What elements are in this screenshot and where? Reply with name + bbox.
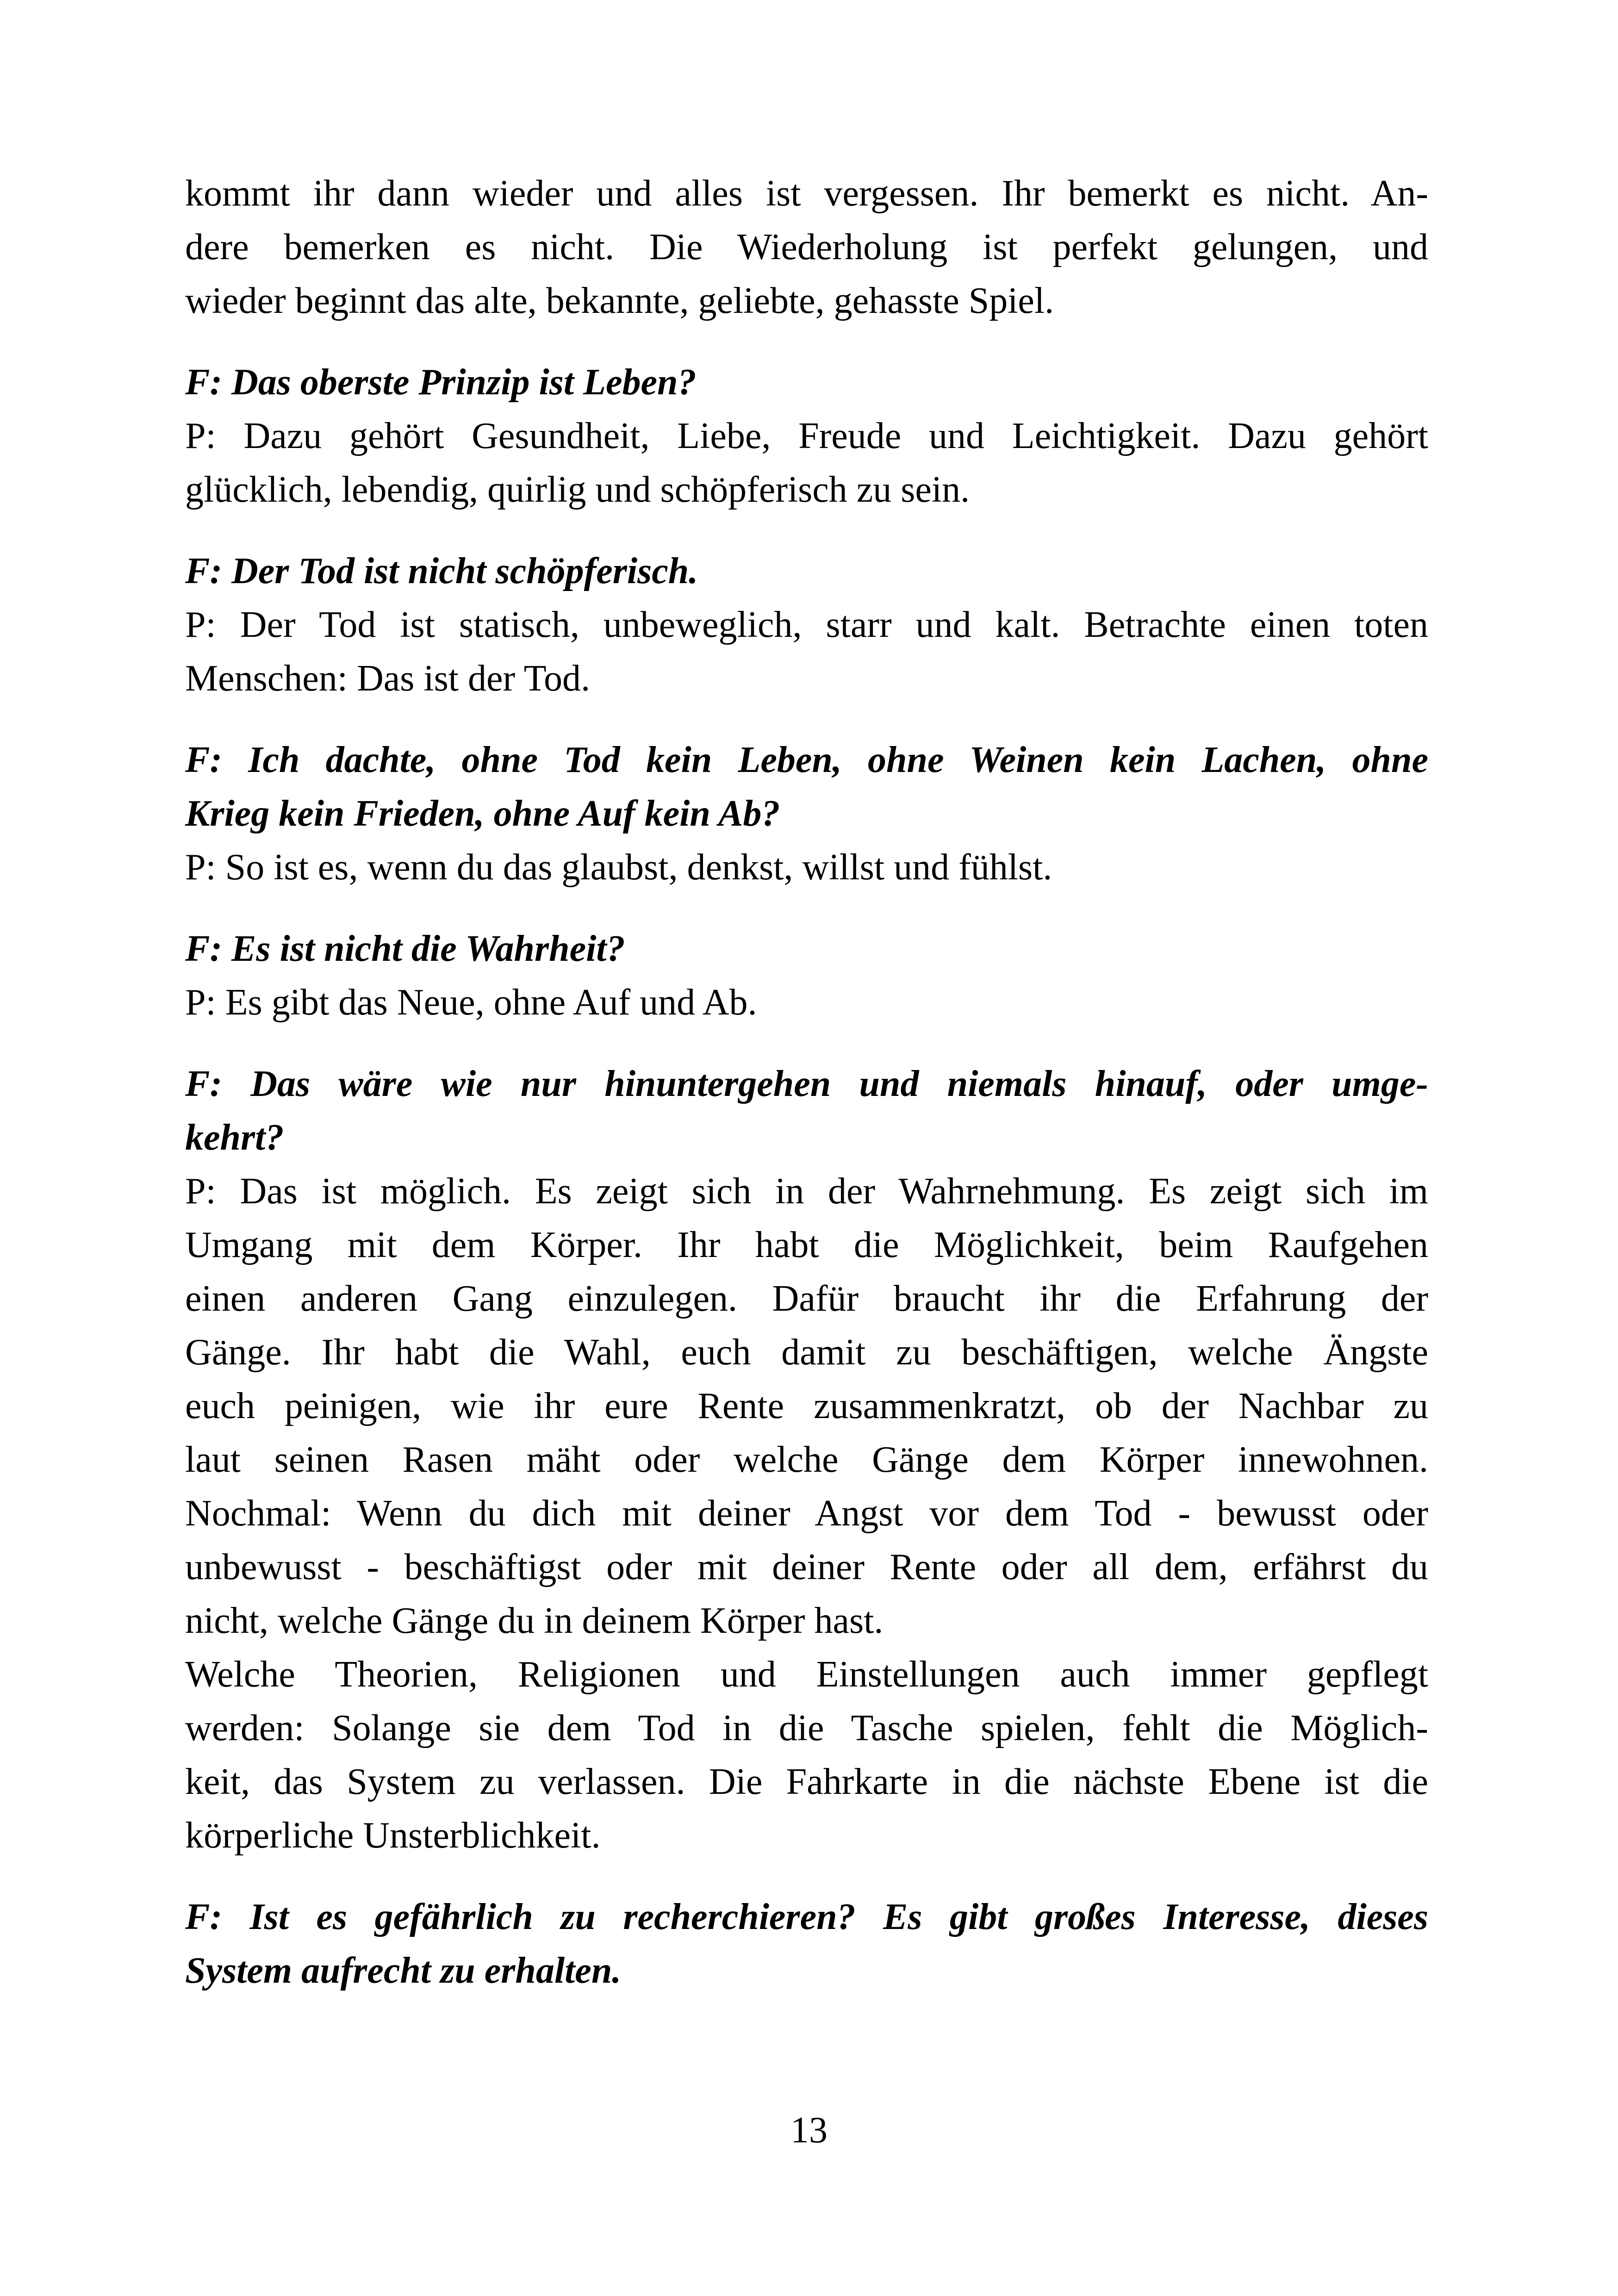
question-line: F: Ist es gefährlich zu recherchieren? Es gibt großes Interesse, dieses bbox=[185, 1897, 1428, 1937]
question-line: System aufrecht zu erhalten. bbox=[185, 1950, 622, 1991]
answer-line: P: Das ist möglich. Es zeigt sich in der Wahrnehmung. Es zeigt sich im bbox=[185, 1171, 1428, 1212]
question-line: F: Das wäre wie nur hinuntergehen und niemals hinauf, oder umge- bbox=[185, 1064, 1428, 1104]
question-line: F: Ich dachte, ohne Tod kein Leben, ohne Weinen kein Lachen, ohne bbox=[185, 740, 1428, 780]
text-line: dere bemerken es nicht. Die Wiederholung ist perfekt gelungen, und bbox=[185, 227, 1428, 268]
answer-line: unbewusst - beschäftigst oder mit deiner Rente oder all dem, erfährst du bbox=[185, 1547, 1428, 1587]
dialogue-block-6 bbox=[185, 1890, 1428, 1997]
answer-line: nicht, welche Gänge du in deinem Körper hast. bbox=[185, 1600, 884, 1641]
answer-line: Menschen: Das ist der Tod. bbox=[185, 658, 590, 699]
answer-line: glücklich, lebendig, quirlig und schöpferisch zu sein. bbox=[185, 469, 970, 510]
question-line: F: Der Tod ist nicht schöpferisch. bbox=[185, 551, 698, 591]
question-line: kehrt? bbox=[185, 1117, 284, 1158]
dialogue-block-3 bbox=[185, 733, 1428, 894]
answer-line: P: Der Tod ist statisch, unbeweglich, starr und kalt. Betrachte einen toten bbox=[185, 604, 1428, 645]
dialogue-block-4 bbox=[185, 922, 1428, 1029]
answer bbox=[185, 598, 1428, 705]
text-line: kommt ihr dann wieder und alles ist vergessen. Ihr bemerkt es nicht. An- bbox=[185, 173, 1428, 214]
answer-line: P: Dazu gehört Gesundheit, Liebe, Freude und Leichtigkeit. Dazu gehört bbox=[185, 416, 1428, 456]
page-number: 13 bbox=[790, 2110, 828, 2151]
question bbox=[185, 355, 1428, 409]
answer bbox=[185, 1164, 1428, 1648]
dialogue-block-2 bbox=[185, 544, 1428, 705]
question bbox=[185, 922, 1428, 976]
answer-line: keit, das System zu verlassen. Die Fahrkarte in die nächste Ebene ist die bbox=[185, 1761, 1428, 1802]
question-line: F: Es ist nicht die Wahrheit? bbox=[185, 928, 625, 969]
book-page-body bbox=[185, 167, 1428, 2025]
answer bbox=[185, 409, 1428, 516]
intro-paragraph bbox=[185, 167, 1428, 328]
answer bbox=[185, 840, 1428, 894]
answer-line: Umgang mit dem Körper. Ihr habt die Möglichkeit, beim Raufgehen bbox=[185, 1225, 1428, 1265]
answer-line: laut seinen Rasen mäht oder welche Gänge dem Körper innewohnen. bbox=[185, 1439, 1428, 1480]
question bbox=[185, 1057, 1428, 1164]
answer-line: Gänge. Ihr habt die Wahl, euch damit zu beschäftigen, welche Ängste bbox=[185, 1332, 1428, 1373]
answer-line: euch peinigen, wie ihr eure Rente zusammenkratzt, ob der Nachbar zu bbox=[185, 1386, 1428, 1426]
question bbox=[185, 733, 1428, 840]
answer-line: P: So ist es, wenn du das glaubst, denkst, willst und fühlst. bbox=[185, 847, 1052, 888]
text-line: wieder beginnt das alte, bekannte, geliebte, gehasste Spiel. bbox=[185, 280, 1054, 321]
question bbox=[185, 1890, 1428, 1997]
answer-continuation bbox=[185, 1648, 1428, 1862]
question-line: Krieg kein Frieden, ohne Auf kein Ab? bbox=[185, 793, 780, 834]
answer-line: Nochmal: Wenn du dich mit deiner Angst vor dem Tod - bewusst oder bbox=[185, 1493, 1428, 1534]
question-line: F: Das oberste Prinzip ist Leben? bbox=[185, 362, 697, 403]
answer-line: werden: Solange sie dem Tod in die Tasche spielen, fehlt die Möglich- bbox=[185, 1708, 1428, 1748]
question bbox=[185, 544, 1428, 598]
dialogue-block-1 bbox=[185, 355, 1428, 516]
answer-line: körperliche Unsterblichkeit. bbox=[185, 1815, 601, 1856]
dialogue-block-5 bbox=[185, 1057, 1428, 1862]
answer-line: Welche Theorien, Religionen und Einstellungen auch immer gepflegt bbox=[185, 1654, 1428, 1695]
answer-line: einen anderen Gang einzulegen. Dafür braucht ihr die Erfahrung der bbox=[185, 1278, 1428, 1319]
answer-line: P: Es gibt das Neue, ohne Auf und Ab. bbox=[185, 982, 757, 1023]
answer bbox=[185, 976, 1428, 1029]
